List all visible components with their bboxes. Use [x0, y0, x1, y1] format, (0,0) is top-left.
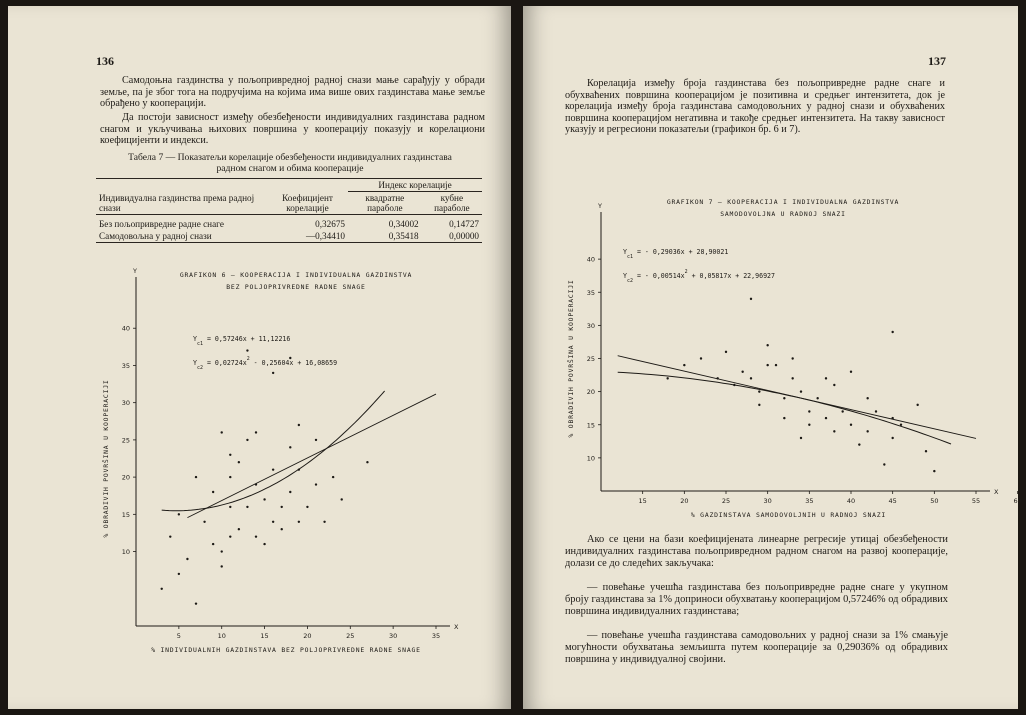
data-point [246, 506, 248, 508]
regression-curve-quadratic [618, 372, 951, 444]
paragraph: Да постоји зависност између обезбеђености индивидуалних газдинстава радном снагом и укључивања њихових површина у кооперацију показују и корелациони коефицијенти и индекси. [100, 112, 485, 147]
chart-title: GRAFIKON 7 — KOOPERACIJA I INDIVIDUALNA GAZDINSTVA [666, 198, 900, 206]
data-point [725, 351, 727, 353]
x-tick-label: 25 [721, 497, 731, 505]
data-point [791, 377, 793, 379]
data-point [272, 521, 274, 523]
regression-equation-linear: $Y_{c1} = 0,57246x + 11,12216$ [193, 335, 291, 347]
x-axis-label: % GAZDINSTAVA SAMODOVOLJNIH U RADNOJ SNAZI [690, 511, 887, 519]
data-point [341, 498, 343, 500]
data-point [841, 410, 843, 412]
list-item: — повећање учешћа газдинстава без пољопривредне радне снаге у укупном броју газдинстава за 1% доприноси обухватању кооперацијом 0,57246% од обрадивих површина индивидуалних газдинстава; [565, 582, 948, 617]
data-point [229, 535, 231, 537]
regression-equation-quadratic: $Y_{c2}$ = - $0,00514x^2 + 0,05817x + 22,96927$ [623, 269, 775, 284]
data-point [833, 430, 835, 432]
data-point [195, 476, 197, 478]
data-point [238, 528, 240, 530]
data-point [850, 371, 852, 373]
data-point [858, 443, 860, 445]
x-axis-label: % INDIVIDUALNIH GAZDINSTAVA BEZ POLJOPRIVREDNE RADNE SNAGE [151, 646, 421, 654]
page-number: 137 [928, 54, 946, 68]
table-cell: Самодовољна у радној снази [96, 230, 267, 243]
y-axis-letter: Y [133, 267, 137, 275]
data-point [758, 390, 760, 392]
data-point [775, 364, 777, 366]
table-header: Индекс корелације [348, 179, 482, 192]
x-tick-label: 50 [930, 497, 939, 505]
regression-equation-quadratic: $Y_{c2} = 0,02724x^2 - 0,25604x + 16,08659$ [193, 356, 338, 371]
data-point [866, 430, 868, 432]
data-point [289, 491, 291, 493]
x-tick-label: 60 [1013, 497, 1022, 505]
paragraph: Ако се цени на бази коефицијената линеарне регресије утицај обезбеђености индивидуалних газдинстава пољопривредном радном снагом на развој кооперације, долази се до следећих закључака: [565, 534, 948, 569]
left-page [8, 6, 511, 709]
x-tick-label: 55 [971, 497, 981, 505]
y-tick-label: 15 [121, 510, 130, 519]
x-tick-label: 20 [680, 497, 689, 505]
data-point [186, 558, 188, 560]
data-point [289, 446, 291, 448]
y-tick-label: 40 [586, 255, 595, 264]
data-point [783, 417, 785, 419]
data-point [816, 397, 818, 399]
x-tick-label: 15 [638, 497, 647, 505]
data-point [323, 521, 325, 523]
data-point [825, 417, 827, 419]
y-tick-label: 20 [586, 388, 595, 397]
x-tick-label: 20 [303, 632, 312, 640]
data-point [850, 424, 852, 426]
data-point [272, 372, 274, 374]
data-point [263, 543, 265, 545]
data-point [178, 513, 180, 515]
regression-equation-linear: $Y_{c1}$ = - 0,29036x + 28,90021 [623, 248, 729, 260]
regression-chart [8, 261, 511, 656]
data-point [683, 364, 685, 366]
data-point [221, 431, 223, 433]
table-header: Индивидуална газдинства према радној снази [96, 179, 267, 215]
y-axis-label: % OBRADIVIH POVRŠINA U KOOPERACIJI [567, 279, 575, 438]
data-point [195, 602, 197, 604]
x-tick-label: 25 [346, 632, 355, 640]
x-tick-label: 10 [217, 632, 226, 640]
data-point [221, 565, 223, 567]
table-cell: Без пољопривредне радне снаге [99, 219, 224, 229]
table-row [96, 215, 482, 231]
regression-curve-quadratic [162, 391, 385, 511]
data-point [281, 528, 283, 530]
x-axis-letter: X [994, 488, 999, 496]
table-cell: 0,14727 [449, 219, 479, 229]
table-row [96, 230, 482, 243]
data-point [666, 377, 668, 379]
data-point [750, 377, 752, 379]
data-point [741, 371, 743, 373]
data-point [833, 384, 835, 386]
data-point [229, 454, 231, 456]
data-point [212, 543, 214, 545]
table-caption [90, 152, 490, 174]
data-point [891, 331, 893, 333]
x-tick-label: 30 [763, 497, 772, 505]
data-point [255, 431, 257, 433]
x-axis-letter: X [454, 623, 459, 631]
chart-subtitle: BEZ POLJOPRIVREDNE RADNE SNAGE [226, 283, 366, 291]
table-cell: 0,35418 [348, 230, 422, 243]
data-point [875, 410, 877, 412]
list-item: — повећање учешћа газдинстава самодовољних у радној снази за 1% смањује могућности обухватања земљишта путем кооперације за 0,29036% од обрадивих површина у индивидуалној својини. [565, 630, 948, 665]
chart-title: GRAFIKON 6 — KOOPERACIJA I INDIVIDUALNA GAZDINSTVA [179, 271, 413, 279]
data-point [272, 468, 274, 470]
y-tick-label: 20 [121, 473, 130, 482]
table-header: кубне параболе [422, 192, 482, 215]
table-cell: 0,00000 [422, 230, 482, 243]
data-point [263, 498, 265, 500]
y-tick-label: 30 [121, 399, 130, 408]
y-tick-label: 25 [121, 436, 130, 445]
data-point [800, 390, 802, 392]
y-axis-label: % OBRADIVIH POVRŠINA U KOOPERACIJI [102, 379, 110, 538]
y-tick-label: 10 [586, 454, 595, 463]
data-point [332, 476, 334, 478]
table-caption-line: радном снагом и обима кооперације [216, 163, 364, 174]
data-point [866, 397, 868, 399]
data-point [229, 476, 231, 478]
table-caption-line: Табела 7 — Показатељи корелације обезбеђености индивидуалних газдинстава [128, 152, 452, 163]
data-point [808, 410, 810, 412]
data-point [161, 588, 163, 590]
data-point [281, 506, 283, 508]
data-point [221, 550, 223, 552]
table-cell: 0,32675 [315, 219, 345, 229]
data-point [791, 357, 793, 359]
y-tick-label: 10 [121, 548, 130, 557]
data-point [298, 521, 300, 523]
data-point [883, 463, 885, 465]
paragraph: Корелација између броја газдинстава без пољопривредне радне снаге и обухваћених површина кооперацијом је позитивна и средњег интензитета, док је корелација између броја газдинстава самодовољних у радној снази и обухваћених површина кооперацијом негативна и такође средњег интензитета. На такву зависност указују и регресиони показатељи (графикон бр. 6 и 7). [565, 78, 945, 136]
regression-line-linear [187, 394, 436, 518]
data-point [289, 357, 291, 359]
data-point [766, 344, 768, 346]
data-point [933, 470, 935, 472]
data-point [229, 506, 231, 508]
data-point [178, 573, 180, 575]
x-tick-label: 30 [389, 632, 398, 640]
data-point [700, 357, 702, 359]
x-tick-label: 45 [888, 497, 897, 505]
x-tick-label: 15 [260, 632, 269, 640]
data-point [916, 404, 918, 406]
y-tick-label: 35 [586, 288, 595, 297]
data-point [315, 483, 317, 485]
data-point [212, 491, 214, 493]
paragraph: Самодоњна газдинства у пољопривредној радној снази мање сарађују у обради земље, па је због тога на подручјима на којима има више ових газдинстава мање земље обрађено у кооперацији. [100, 75, 485, 110]
data-point [203, 521, 205, 523]
y-axis-letter: Y [598, 202, 602, 210]
data-point [766, 364, 768, 366]
y-tick-label: 40 [121, 324, 130, 333]
data-point [800, 437, 802, 439]
page-number: 136 [96, 54, 114, 68]
data-point [315, 439, 317, 441]
data-point [306, 506, 308, 508]
data-point [238, 461, 240, 463]
data-point [891, 437, 893, 439]
data-point [246, 439, 248, 441]
chart-subtitle: SAMODOVOLJNA U RADNOJ SNAZI [720, 210, 846, 218]
correlation-table [96, 178, 482, 243]
data-point [758, 404, 760, 406]
regression-chart [523, 176, 1022, 526]
right-page [523, 6, 1022, 709]
x-tick-label: 40 [846, 497, 856, 505]
data-point [366, 461, 368, 463]
data-point [783, 397, 785, 399]
y-tick-label: 35 [121, 361, 130, 370]
data-point [808, 424, 810, 426]
data-point [246, 349, 248, 351]
table-cell: —0,34410 [267, 230, 348, 243]
data-point [255, 535, 257, 537]
table-cell: 0,34002 [388, 219, 419, 229]
data-point [298, 424, 300, 426]
x-tick-label: 5 [176, 632, 181, 640]
table-header: Коефицијент корелације [267, 179, 348, 215]
y-tick-label: 15 [586, 421, 595, 430]
data-point [169, 535, 171, 537]
table-header: квадратне параболе [348, 192, 422, 215]
y-tick-label: 30 [586, 321, 595, 330]
x-tick-label: 35 [431, 632, 441, 640]
y-tick-label: 25 [586, 355, 595, 363]
x-tick-label: 35 [805, 497, 814, 505]
data-point [750, 298, 752, 300]
data-point [825, 377, 827, 379]
data-point [925, 450, 927, 452]
